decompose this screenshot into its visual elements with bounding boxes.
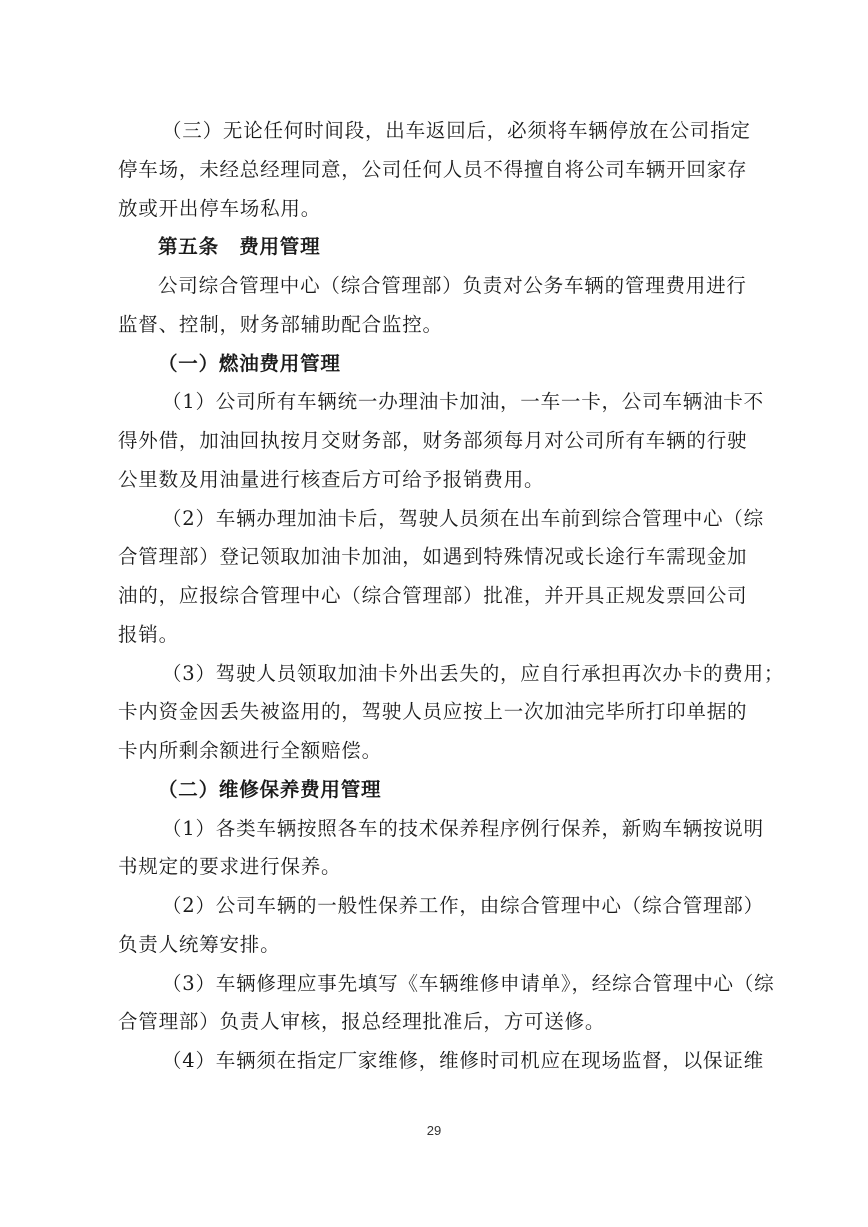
section-heading: 第五条 费用管理	[158, 235, 321, 259]
text-line: 公司综合管理中心（综合管理部）负责对公务车辆的管理费用进行	[158, 274, 747, 297]
text-line: 监督、控制，财务部辅助配合监控。	[118, 312, 443, 336]
text-line: （三）无论任何时间段，出车返回后，必须将车辆停放在公司指定	[162, 119, 751, 142]
text-line: 卡内所剩余额进行全额赔偿。	[118, 739, 382, 762]
text-line: （2）车辆办理加油卡后，驾驶人员须在出车前到综合管理中心（综	[162, 506, 764, 530]
text-line: （1）各类车辆按照各车的技术保养程序例行保养，新购车辆按说明	[162, 816, 764, 840]
text-line: 合管理部）负责人审核，报总经理批准后，方可送修。	[118, 1010, 606, 1034]
text-line: 放或开出停车场私用。	[118, 196, 322, 220]
section-heading: （一）燃油费用管理	[158, 351, 341, 375]
text-line: 得外借，加油回执按月交财务部，财务部须每月对公司所有车辆的行驶	[118, 429, 748, 452]
text-line: （4）车辆须在指定厂家维修，维修时司机应在现场监督，以保证维	[162, 1049, 764, 1072]
text-line: 书规定的要求进行保养。	[118, 855, 342, 879]
text-line: 停车场，未经总经理同意，公司任何人员不得擅自将公司车辆开回家存	[118, 157, 748, 181]
text-line: （1）公司所有车辆统一办理油卡加油，一车一卡，公司车辆油卡不	[162, 390, 764, 414]
page-number: 29	[426, 1123, 442, 1138]
text-line: 负责人统筹安排。	[118, 932, 281, 956]
document-body	[118, 112, 785, 1081]
text-line: （3）驾驶人员领取加油卡外出丢失的，应自行承担再次办卡的费用；	[162, 661, 785, 685]
text-line: 公里数及用油量进行核查后方可给予报销费用。	[118, 467, 545, 491]
text-line: 报销。	[118, 622, 179, 646]
text-line: 卡内资金因丢失被盗用的，驾驶人员应按上一次加油完毕所打印单据的	[118, 700, 748, 724]
text-line: 合管理部）登记领取加油卡加油，如遇到特殊情况或长途行车需现金加	[118, 545, 748, 569]
text-line: （3）车辆修理应事先填写《车辆维修申请单》，经综合管理中心（综	[162, 971, 775, 995]
text-line: 油的，应报综合管理中心（综合管理部）批准，并开具正规发票回公司	[118, 584, 748, 607]
section-heading: （二）维修保养费用管理	[158, 777, 382, 801]
text-line: （2）公司车辆的一般性保养工作，由综合管理中心（综合管理部）	[162, 894, 764, 917]
